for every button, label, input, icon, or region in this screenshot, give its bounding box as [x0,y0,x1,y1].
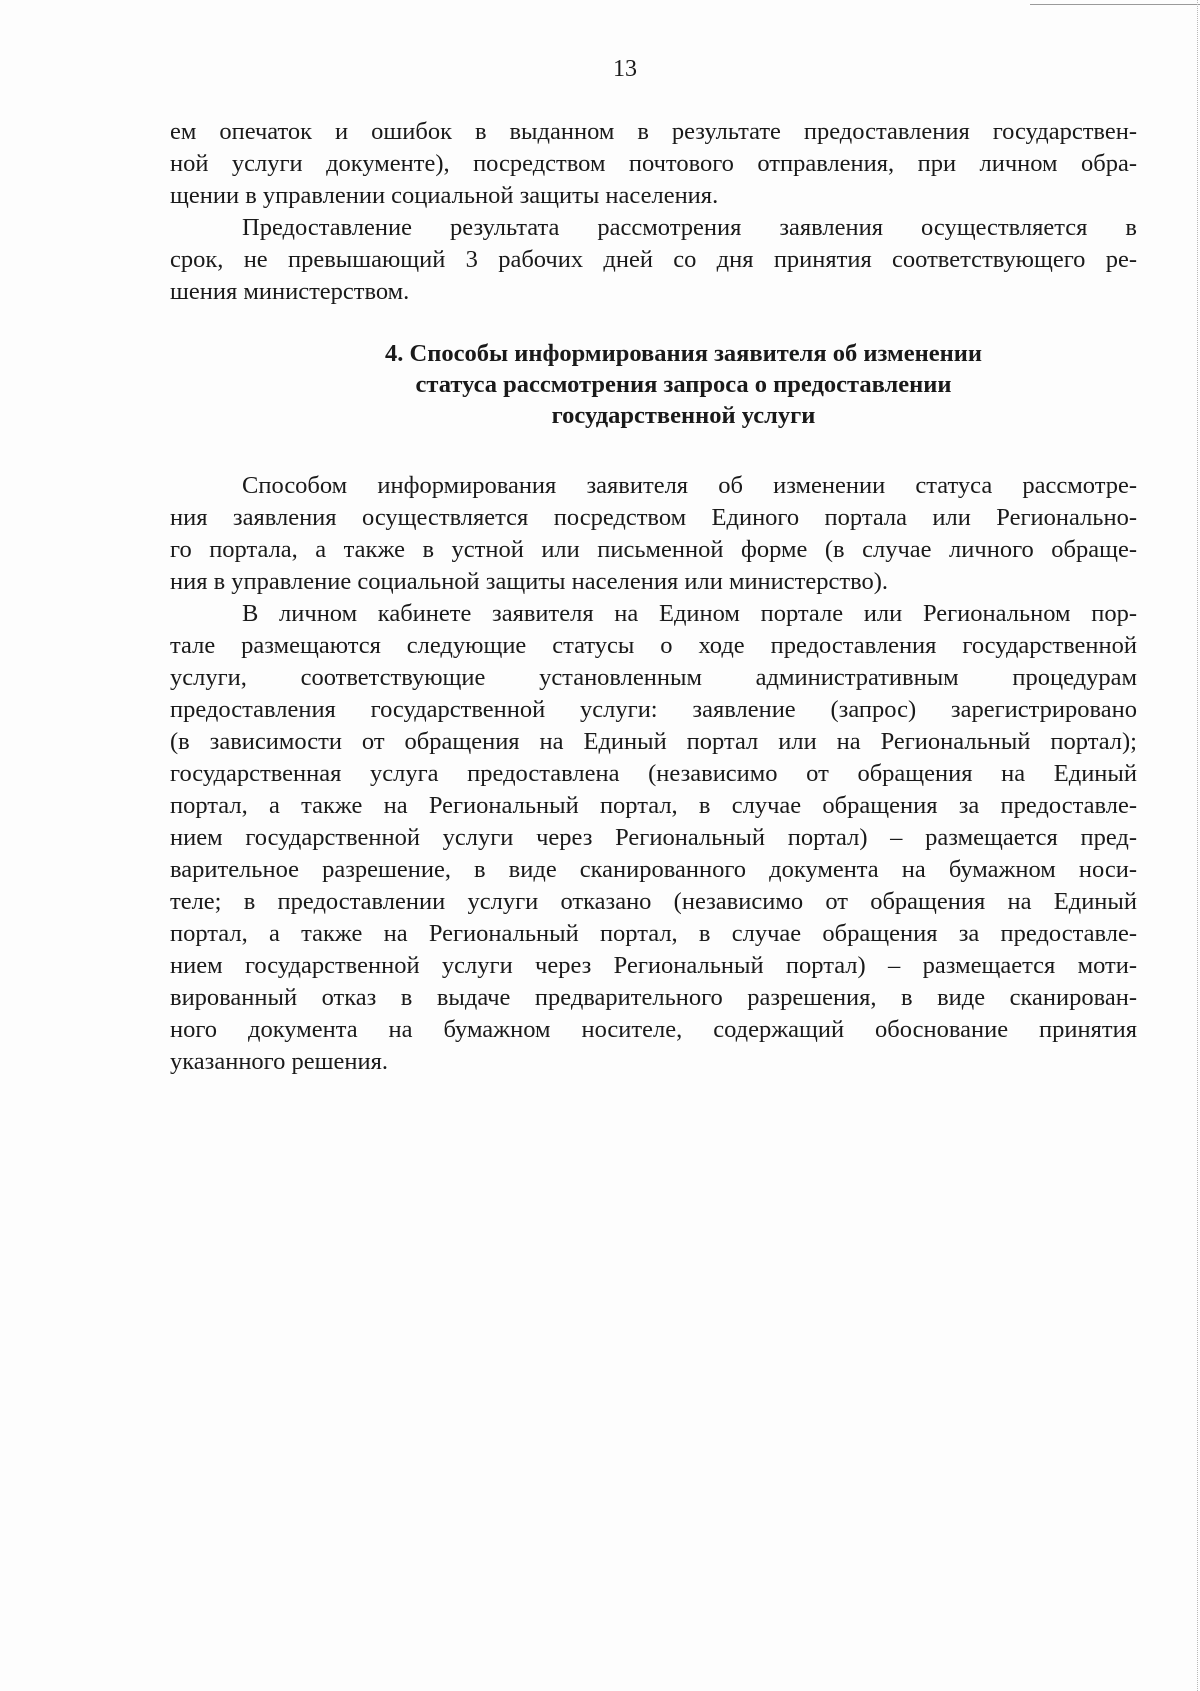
text-line: (в зависимости от обращения на Единый портал или на Региональный портал); [170,728,1137,755]
text-line: ного документа на бумажном носителе, содержащий обоснование принятия [170,1016,1137,1043]
text-line: ния заявления осуществляется посредством Единого портала или Регионально- [170,504,1137,531]
text-line: ния в управление социальной защиты населения или министерство). [170,568,889,595]
scan-edge-line [1030,4,1200,5]
heading-line: государственной услуги [551,402,816,429]
text-line: щении в управлении социальной защиты населения. [170,182,719,209]
text-line: Способом информирования заявителя об изменении статуса рассмотре- [242,472,1137,499]
text-line: варительное разрешение, в виде сканированного документа на бумажном носи- [170,856,1137,883]
text-line: срок, не превышающий 3 рабочих дней со дня принятия соответствующего ре- [170,246,1137,273]
paragraph-informing-method [170,470,1137,598]
heading-line: статуса рассмотрения запроса о предоставлении [415,371,952,398]
text-line: В личном кабинете заявителя на Едином портале или Региональном пор- [242,600,1137,627]
text-line: предоставления государственной услуги: заявление (запрос) зарегистрировано [170,696,1137,723]
text-line: тале размещаются следующие статусы о ходе предоставления государственной [170,632,1137,659]
text-line: ем опечаток и ошибок в выданном в результате предоставления государствен- [170,118,1137,145]
page-number: 13 [613,56,637,82]
section-heading [170,338,1137,431]
text-line: ной услуги документе), посредством почтового отправления, при личном обра- [170,150,1137,177]
text-line: государственная услуга предоставлена (независимо от обращения на Единый [170,760,1137,787]
paragraph-continuation [170,116,1137,212]
text-line: вированный отказ в выдаче предварительного разрешения, в виде сканирован- [170,984,1137,1011]
text-line: шения министерством. [170,278,410,305]
text-line: го портала, а также в устной или письменной форме (в случае личного обраще- [170,536,1137,563]
paragraph-result-provision [170,212,1137,308]
scan-edge-dots [1197,0,1198,1691]
heading-line: 4. Способы информирования заявителя об изменении [385,340,982,367]
text-line: портал, а также на Региональный портал, в случае обращения за предоставле- [170,792,1137,819]
text-line: портал, а также на Региональный портал, в случае обращения за предоставле- [170,920,1137,947]
text-line: указанного решения. [170,1048,388,1075]
text-line: нием государственной услуги через Региональный портал) – размещается моти- [170,952,1137,979]
text-line: нием государственной услуги через Региональный портал) – размещается пред- [170,824,1137,851]
paragraph-personal-account-statuses [170,598,1137,1078]
text-line: Предоставление результата рассмотрения заявления осуществляется в [242,214,1137,241]
text-line: услуги, соответствующие установленным административным процедурам [170,664,1137,691]
text-line: теле; в предоставлении услуги отказано (независимо от обращения на Единый [170,888,1137,915]
